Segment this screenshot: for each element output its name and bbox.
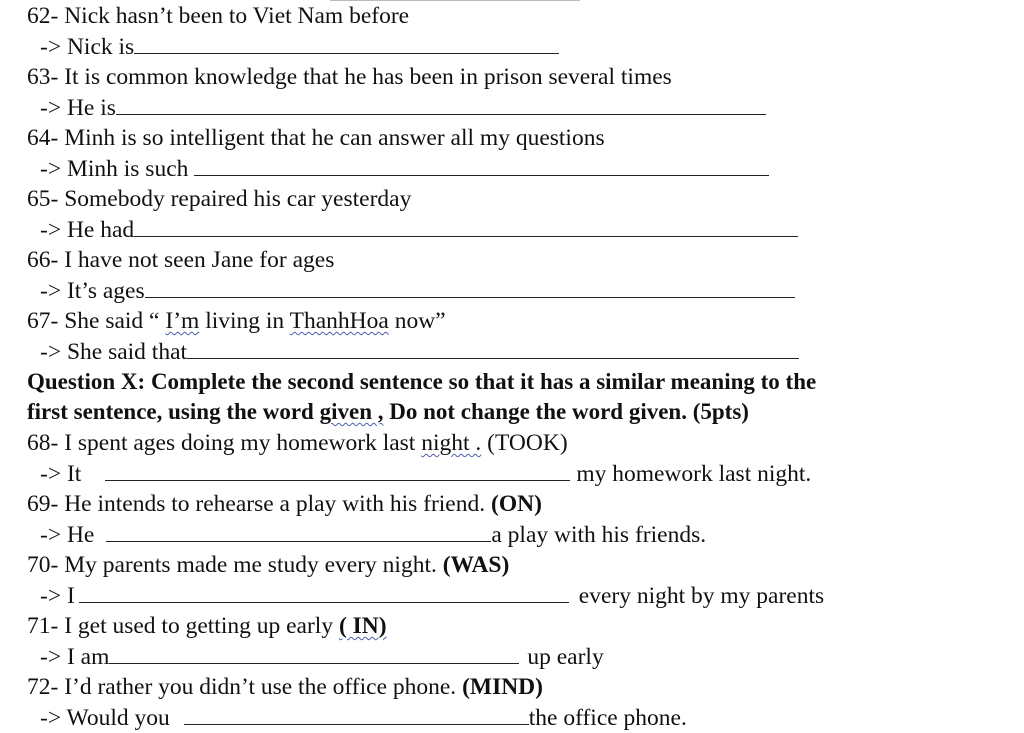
section-heading-text-1: Question X: Complete the second sentence so that it has a similar meaning to the bbox=[27, 369, 817, 394]
question-67 bbox=[27, 306, 446, 336]
question-70 bbox=[27, 550, 509, 580]
question-70-prompt: 70- My parents made me study every night. bbox=[27, 552, 437, 578]
answer-65 bbox=[40, 214, 798, 244]
question-66-prompt: 66- I have not seen Jane for ages bbox=[27, 247, 335, 273]
question-72-keyword: (MIND) bbox=[456, 674, 543, 700]
section-heading-text-2b: Do not change the word given. (5pts) bbox=[383, 399, 749, 424]
question-67-prompt-start: 67- She said “ bbox=[27, 308, 166, 334]
answer-71-blank[interactable] bbox=[109, 641, 519, 664]
answer-70-lead: -> I bbox=[40, 583, 75, 609]
question-69-prompt: 69- He intends to rehearse a play with his friend. bbox=[27, 491, 486, 517]
question-64 bbox=[27, 123, 605, 153]
question-67-prompt-mid: living in bbox=[199, 308, 290, 334]
question-66 bbox=[27, 245, 334, 275]
answer-63-lead: -> He is bbox=[40, 95, 116, 121]
answer-67-blank[interactable] bbox=[187, 336, 799, 359]
answer-62-lead: -> Nick is bbox=[40, 34, 135, 60]
answer-70-tail: every night by my parents bbox=[578, 583, 825, 609]
answer-64-blank[interactable] bbox=[194, 153, 769, 176]
question-68-keyword: (TOOK) bbox=[481, 430, 568, 456]
question-62-prompt: 62- Nick hasn’t been to Viet Nam before bbox=[27, 3, 410, 29]
answer-70 bbox=[40, 580, 824, 610]
answer-71 bbox=[40, 641, 604, 671]
answer-72-lead: -> Would you bbox=[40, 705, 170, 731]
answer-69 bbox=[40, 519, 706, 549]
section-heading-line-2 bbox=[27, 397, 749, 427]
answer-69-lead: -> He bbox=[40, 522, 95, 548]
question-71 bbox=[27, 611, 387, 641]
answer-68-lead: -> It bbox=[40, 461, 82, 487]
answer-66-blank[interactable] bbox=[145, 275, 795, 298]
question-65 bbox=[27, 184, 411, 214]
answer-68 bbox=[40, 458, 811, 488]
answer-64-lead: -> Minh is such bbox=[40, 156, 189, 182]
question-71-prompt: 71- I get used to getting up early bbox=[27, 613, 339, 639]
question-67-prompt-end: now” bbox=[388, 308, 446, 334]
question-69-keyword: (ON) bbox=[485, 491, 542, 517]
answer-62-blank[interactable] bbox=[134, 31, 559, 54]
section-heading-wavy-given: given , bbox=[319, 399, 384, 424]
answer-63-blank[interactable] bbox=[116, 92, 766, 115]
question-68-prompt: 68- I spent ages doing my homework last bbox=[27, 430, 422, 456]
answer-71-lead: -> I am bbox=[40, 644, 110, 670]
answer-68-blank[interactable] bbox=[105, 458, 570, 481]
question-64-prompt: 64- Minh is so intelligent that he can answer all my questions bbox=[27, 125, 605, 151]
answer-67-lead: -> She said that bbox=[40, 339, 188, 365]
question-68 bbox=[27, 428, 568, 458]
answer-72-blank[interactable] bbox=[184, 702, 529, 725]
question-67-wavy-im: I’m bbox=[165, 308, 200, 334]
question-63 bbox=[27, 62, 672, 92]
answer-68-tail: my homework last night. bbox=[576, 461, 812, 487]
question-68-wavy-night: night . bbox=[421, 430, 482, 456]
answer-62 bbox=[40, 31, 559, 61]
answer-64 bbox=[40, 153, 769, 183]
answer-65-blank[interactable] bbox=[134, 214, 798, 237]
answer-69-tail: a play with his friends. bbox=[491, 522, 707, 548]
answer-66 bbox=[40, 275, 795, 305]
answer-72-tail: the office phone. bbox=[528, 705, 687, 731]
question-67-wavy-place: ThanhHoa bbox=[289, 308, 389, 334]
section-heading-text-2a: first sentence, using the word bbox=[27, 399, 320, 424]
answer-70-blank[interactable] bbox=[79, 580, 569, 603]
answer-65-lead: -> He had bbox=[40, 217, 135, 243]
answer-69-blank[interactable] bbox=[106, 519, 491, 542]
answer-71-tail: up early bbox=[527, 644, 604, 670]
question-72-prompt: 72- I’d rather you didn’t use the office phone. bbox=[27, 674, 457, 700]
question-69 bbox=[27, 489, 542, 519]
answer-72 bbox=[40, 702, 687, 732]
answer-63 bbox=[40, 92, 766, 122]
question-71-keyword: ( IN) bbox=[338, 613, 387, 639]
question-63-prompt: 63- It is common knowledge that he has been in prison several times bbox=[27, 64, 672, 90]
question-70-keyword: (WAS) bbox=[436, 552, 510, 578]
answer-67 bbox=[40, 336, 799, 366]
question-62 bbox=[27, 1, 409, 31]
question-65-prompt: 65- Somebody repaired his car yesterday bbox=[27, 186, 412, 212]
question-72 bbox=[27, 672, 543, 702]
answer-66-lead: -> It’s ages bbox=[40, 278, 145, 304]
section-heading-line-1 bbox=[27, 367, 816, 397]
